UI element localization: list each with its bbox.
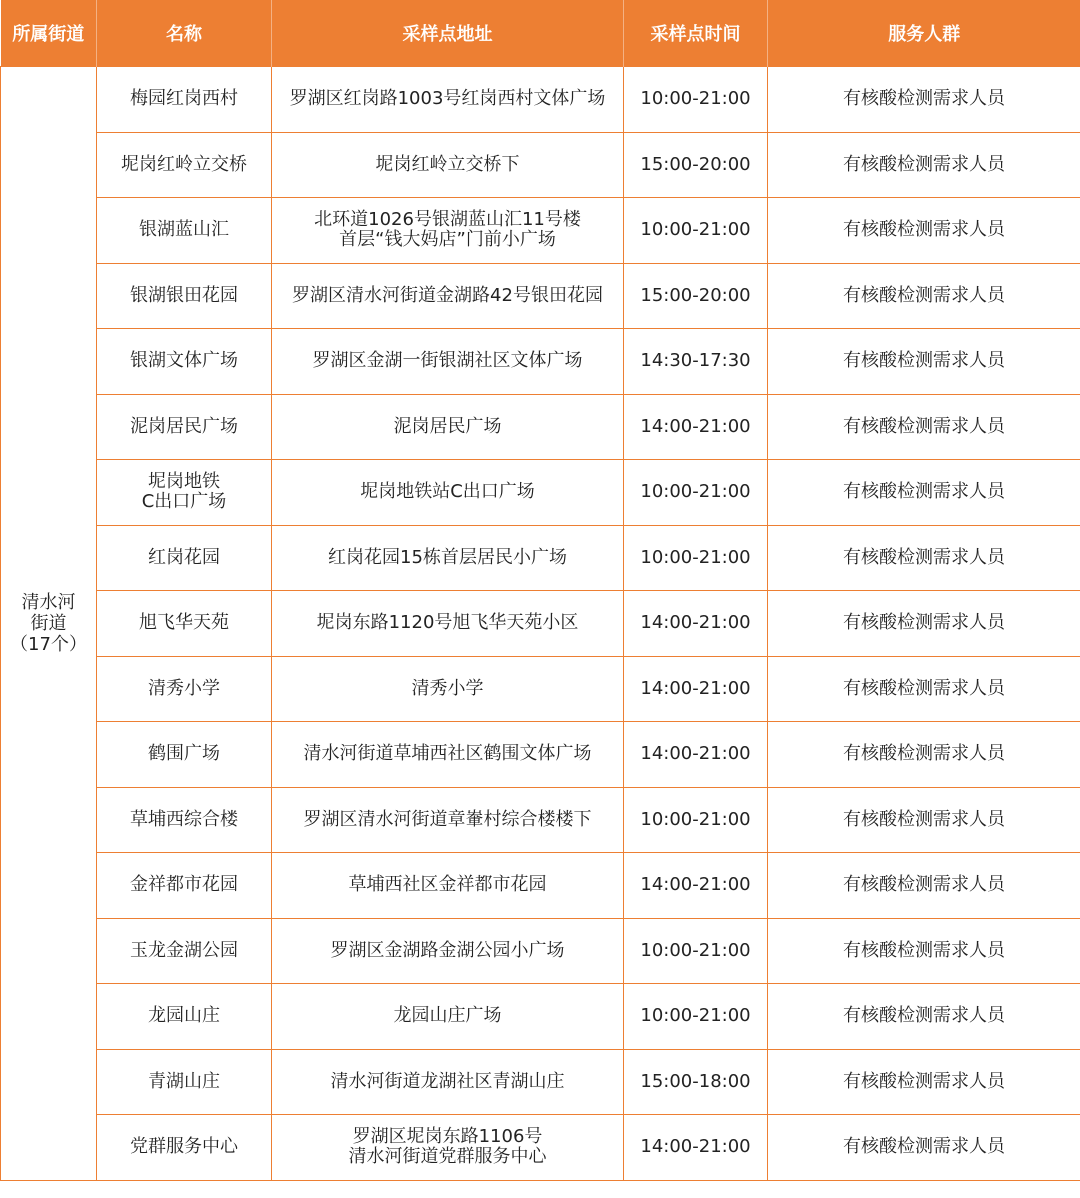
site-time: 15:00-18:00 [624, 1049, 768, 1115]
table-row [1, 984, 1080, 1050]
header-time: 采样点时间 [624, 0, 768, 67]
site-people: 有核酸检测需求人员 [768, 263, 1080, 329]
site-name [97, 460, 272, 526]
name-line: 坭岗地铁 [148, 471, 220, 493]
site-time: 10:00-21:00 [624, 787, 768, 853]
header-street: 所属街道 [1, 0, 97, 67]
site-people: 有核酸检测需求人员 [768, 1049, 1080, 1115]
table-row [1, 67, 1080, 133]
site-address: 罗湖区清水河街道章輋村综合楼楼下 [272, 787, 624, 853]
site-people: 有核酸检测需求人员 [768, 1115, 1080, 1181]
site-time: 10:00-21:00 [624, 984, 768, 1050]
site-address: 罗湖区金湖路金湖公园小广场 [272, 918, 624, 984]
site-name: 草埔西综合楼 [97, 787, 272, 853]
address-line: 罗湖区坭岗东路1106号 [352, 1126, 543, 1148]
site-address: 罗湖区红岗路1003号红岗西村文体广场 [272, 67, 624, 133]
site-name: 梅园红岗西村 [97, 67, 272, 133]
table-row [1, 1049, 1080, 1115]
site-time: 10:00-21:00 [624, 525, 768, 591]
site-time: 14:00-21:00 [624, 722, 768, 788]
site-address: 坭岗地铁站C出口广场 [272, 460, 624, 526]
site-time: 10:00-21:00 [624, 67, 768, 133]
table-row [1, 853, 1080, 919]
street-cell [1, 67, 97, 1181]
site-people: 有核酸检测需求人员 [768, 329, 1080, 395]
address-line: 清水河街道党群服务中心 [348, 1146, 547, 1168]
site-address: 红岗花园15栋首层居民小广场 [272, 525, 624, 591]
table-row [1, 394, 1080, 460]
site-people: 有核酸检测需求人员 [768, 591, 1080, 657]
site-address: 草埔西社区金祥都市花园 [272, 853, 624, 919]
street-line: 街道 [30, 612, 67, 634]
site-people: 有核酸检测需求人员 [768, 525, 1080, 591]
site-address: 清秀小学 [272, 656, 624, 722]
site-name: 旭飞华天苑 [97, 591, 272, 657]
site-people: 有核酸检测需求人员 [768, 460, 1080, 526]
site-time: 14:00-21:00 [624, 853, 768, 919]
site-people: 有核酸检测需求人员 [768, 853, 1080, 919]
site-time: 15:00-20:00 [624, 263, 768, 329]
site-name: 红岗花园 [97, 525, 272, 591]
table-row [1, 918, 1080, 984]
site-name: 龙园山庄 [97, 984, 272, 1050]
address-line: 北环道1026号银湖蓝山汇11号楼 [314, 209, 581, 231]
header-address: 采样点地址 [272, 0, 624, 67]
table-row [1, 787, 1080, 853]
header-people: 服务人群 [768, 0, 1080, 67]
site-time: 10:00-21:00 [624, 198, 768, 264]
table-row [1, 198, 1080, 264]
site-time: 14:00-21:00 [624, 1115, 768, 1181]
site-people: 有核酸检测需求人员 [768, 198, 1080, 264]
site-time: 14:00-21:00 [624, 656, 768, 722]
name-line: C出口广场 [141, 491, 227, 513]
site-address: 泥岗居民广场 [272, 394, 624, 460]
site-name: 银湖蓝山汇 [97, 198, 272, 264]
site-people: 有核酸检测需求人员 [768, 394, 1080, 460]
table-row [1, 525, 1080, 591]
site-time: 15:00-20:00 [624, 132, 768, 198]
address-line: 首层“钱大妈店”门前小广场 [339, 229, 556, 251]
site-time: 14:00-21:00 [624, 591, 768, 657]
site-address: 坭岗东路1120号旭飞华天苑小区 [272, 591, 624, 657]
site-name: 青湖山庄 [97, 1049, 272, 1115]
street-count: （17个） [10, 633, 87, 655]
site-name: 银湖文体广场 [97, 329, 272, 395]
site-time: 10:00-21:00 [624, 460, 768, 526]
table-row [1, 132, 1080, 198]
site-people: 有核酸检测需求人员 [768, 722, 1080, 788]
site-time: 10:00-21:00 [624, 918, 768, 984]
site-address [272, 198, 624, 264]
site-people: 有核酸检测需求人员 [768, 918, 1080, 984]
table-row [1, 722, 1080, 788]
site-name: 玉龙金湖公园 [97, 918, 272, 984]
site-time: 14:30-17:30 [624, 329, 768, 395]
site-name: 坭岗红岭立交桥 [97, 132, 272, 198]
site-address: 罗湖区清水河街道金湖路42号银田花园 [272, 263, 624, 329]
table-row [1, 460, 1080, 526]
table-row [1, 263, 1080, 329]
site-address [272, 1115, 624, 1181]
site-address: 罗湖区金湖一街银湖社区文体广场 [272, 329, 624, 395]
site-name: 银湖银田花园 [97, 263, 272, 329]
table-row [1, 1115, 1080, 1181]
site-people: 有核酸检测需求人员 [768, 984, 1080, 1050]
site-address: 坭岗红岭立交桥下 [272, 132, 624, 198]
site-name: 金祥都市花园 [97, 853, 272, 919]
site-name: 泥岗居民广场 [97, 394, 272, 460]
table-row [1, 656, 1080, 722]
header-name: 名称 [97, 0, 272, 67]
site-address: 清水河街道龙湖社区青湖山庄 [272, 1049, 624, 1115]
site-people: 有核酸检测需求人员 [768, 67, 1080, 133]
table-row [1, 591, 1080, 657]
site-name: 清秀小学 [97, 656, 272, 722]
site-people: 有核酸检测需求人员 [768, 656, 1080, 722]
site-address: 清水河街道草埔西社区鹤围文体广场 [272, 722, 624, 788]
site-people: 有核酸检测需求人员 [768, 787, 1080, 853]
table-row [1, 329, 1080, 395]
site-time: 14:00-21:00 [624, 394, 768, 460]
site-people: 有核酸检测需求人员 [768, 132, 1080, 198]
street-line: 清水河 [21, 591, 76, 613]
site-address: 龙园山庄广场 [272, 984, 624, 1050]
site-name: 党群服务中心 [97, 1115, 272, 1181]
site-name: 鹤围广场 [97, 722, 272, 788]
header-row [1, 0, 1080, 67]
